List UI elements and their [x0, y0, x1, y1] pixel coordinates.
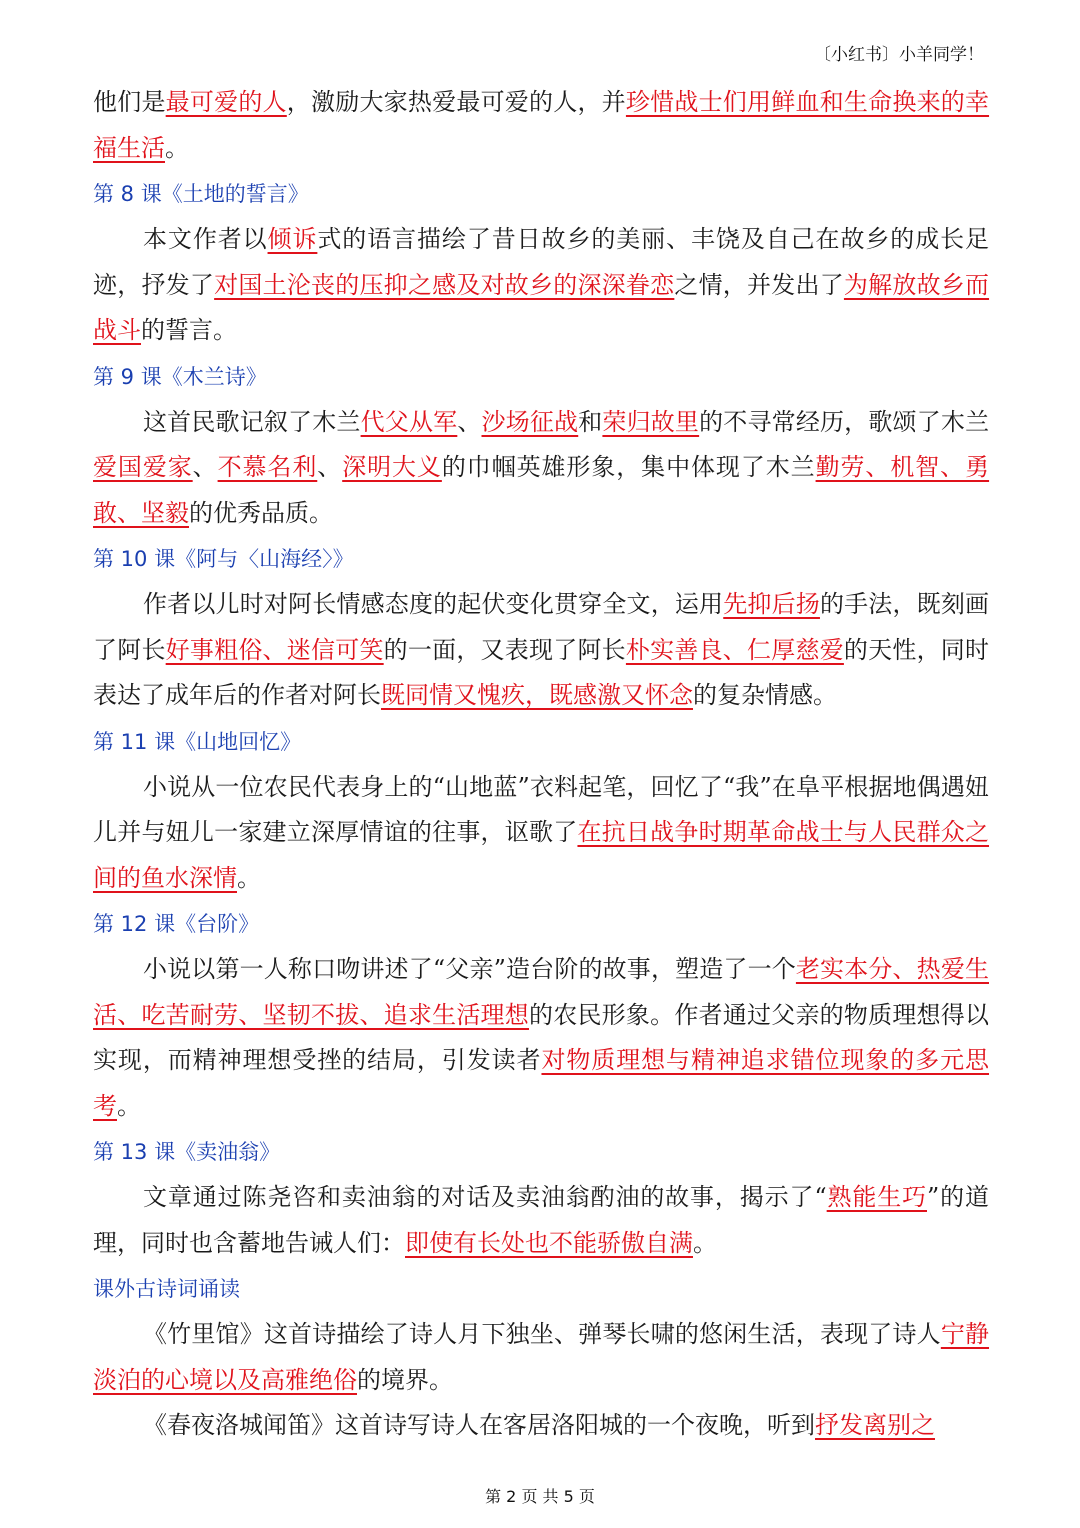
text-run: 的天性，同时表达了成年后的作者对阿长 — [93, 635, 990, 709]
key-phrase: 熟能生巧 — [826, 1183, 927, 1211]
key-phrase: 抒发离别之 — [815, 1411, 935, 1439]
key-phrase: 对国土沦丧的压抑之感及对故乡的深深眷恋 — [214, 270, 675, 299]
text-run: 的一面，又表现了阿长 — [383, 635, 626, 664]
text-run: 的优秀品质。 — [189, 498, 333, 527]
key-phrase: 勤劳、机智、勇敢、坚毅 — [93, 453, 990, 527]
text-run: 作者以儿时对阿长情感态度的起伏变化贯穿全文，运用 — [143, 590, 724, 618]
text-run: 的不寻常经历，歌颂了木兰 — [699, 407, 990, 436]
summary-paragraph — [93, 80, 989, 171]
key-phrase: 深明大义 — [342, 453, 442, 481]
key-phrase: 荣归故里 — [602, 407, 700, 436]
text-run: 式的语言描绘了昔日故乡的美丽、丰饶及自己在故乡的成长足迹，抒发了 — [93, 225, 990, 299]
text-run: 。 — [117, 1091, 141, 1120]
text-run: 的巾帼英雄形象，集中体现了木兰 — [441, 453, 816, 481]
text-run: 他们是 — [93, 88, 166, 116]
watermark-text: 〔小红书〕小羊同学！ — [814, 45, 984, 65]
key-phrase: 代父从军 — [360, 407, 458, 436]
text-run: 。 — [237, 863, 261, 892]
key-phrase: 在抗日战争时期革命战士与人民群众之间的鱼水深情 — [93, 818, 990, 892]
text-run: 之情，并发出了 — [674, 270, 844, 299]
key-phrase: 爱国爱家 — [93, 453, 193, 481]
text-run: 《春夜洛城闻笛》这首诗写诗人在客居洛阳城的一个夜晚，听到 — [143, 1411, 815, 1439]
key-phrase: 对物质理想与精神追求错位现象的多元思考 — [93, 1046, 990, 1120]
text-run: 、 — [457, 407, 482, 436]
lesson-heading: 第 13 课《卖油翁》 — [93, 1140, 281, 1164]
text-run: 的境界。 — [357, 1365, 453, 1394]
key-phrase: 沙场征战 — [481, 407, 579, 436]
text-run: 、 — [317, 453, 343, 481]
summary-paragraph — [93, 217, 989, 354]
page-footer: 第 2 页 共 5 页 — [485, 1487, 595, 1506]
lesson-heading: 第 10 课《阿与〈山海经〉》 — [93, 547, 354, 571]
text-run: 的手法，既刻画了阿长 — [93, 590, 990, 664]
key-phrase: 先抑后扬 — [723, 590, 820, 618]
key-phrase: 倾诉 — [267, 225, 318, 253]
key-phrase: 为解放故乡而战斗 — [93, 270, 990, 344]
text-run: 文章通过陈尧咨和卖油翁的对话及卖油翁酌油的故事，揭示了“ — [143, 1183, 827, 1211]
summary-paragraph — [93, 582, 989, 719]
key-phrase: 宁静淡泊的心境以及高雅绝俗 — [93, 1320, 990, 1394]
text-run: 。 — [165, 133, 189, 162]
text-run: 这首民歌记叙了木兰 — [143, 407, 361, 436]
summary-paragraph — [93, 1312, 989, 1403]
lesson-heading: 第 9 课《木兰诗》 — [93, 364, 267, 389]
lesson-heading: 课外古诗词诵读 — [93, 1277, 240, 1301]
key-phrase: 即使有长处也不能骄傲自满 — [405, 1228, 693, 1257]
key-phrase: 既同情又愧疚，既感激又怀念 — [381, 681, 693, 709]
text-run: 本文作者以 — [143, 225, 268, 253]
summary-paragraph — [93, 765, 989, 902]
text-run: 《竹里馆》这首诗描绘了诗人月下独坐、弹琴长啸的悠闲生活，表现了诗人 — [143, 1320, 941, 1348]
text-run: 、 — [192, 453, 218, 481]
text-run: 的农民形象。作者通过父亲的物质理想得以实现，而精神理想受挫的结局，引发读者 — [93, 1000, 989, 1074]
lesson-heading: 第 8 课《土地的誓言》 — [93, 182, 309, 206]
key-phrase: 珍惜战士们用鲜血和生命换来的幸福生活 — [93, 88, 990, 162]
text-run: 和 — [578, 407, 603, 436]
key-phrase: 朴实善良、仁厚慈爱 — [625, 635, 844, 664]
summary-paragraph — [93, 400, 989, 537]
text-run: ，激励大家热爱最可爱的人，并 — [286, 88, 626, 116]
document-body — [93, 80, 989, 1449]
summary-paragraph — [93, 1175, 989, 1266]
text-run: 。 — [693, 1228, 717, 1257]
key-phrase: 不慕名利 — [217, 453, 318, 481]
key-phrase: 好事粗俗、迷信可笑 — [165, 635, 384, 664]
text-run: 小说以第一人称口吻讲述了“父亲”造台阶的故事，塑造了一个 — [143, 955, 796, 983]
summary-paragraph — [93, 1403, 989, 1449]
text-run: 小说从一位农民代表身上的“山地蓝”衣料起笔，回忆了“我”在阜平根据地偶遇妞儿并与妞儿一家建立深厚情谊的往事，讴歌了 — [93, 772, 989, 846]
lesson-heading: 第 11 课《山地回忆》 — [93, 729, 302, 754]
summary-paragraph — [93, 947, 989, 1129]
text-run: 的复杂情感。 — [693, 681, 837, 709]
text-run: 的誓言。 — [141, 316, 237, 344]
lesson-heading: 第 12 课《台阶》 — [93, 912, 260, 936]
text-run: ”的道理，同时也含蓄地告诫人们： — [93, 1183, 990, 1257]
key-phrase: 老实本分、热爱生活、吃苦耐劳、坚韧不拔、追求生活理想 — [93, 955, 989, 1029]
key-phrase: 最可爱的人 — [165, 88, 287, 116]
